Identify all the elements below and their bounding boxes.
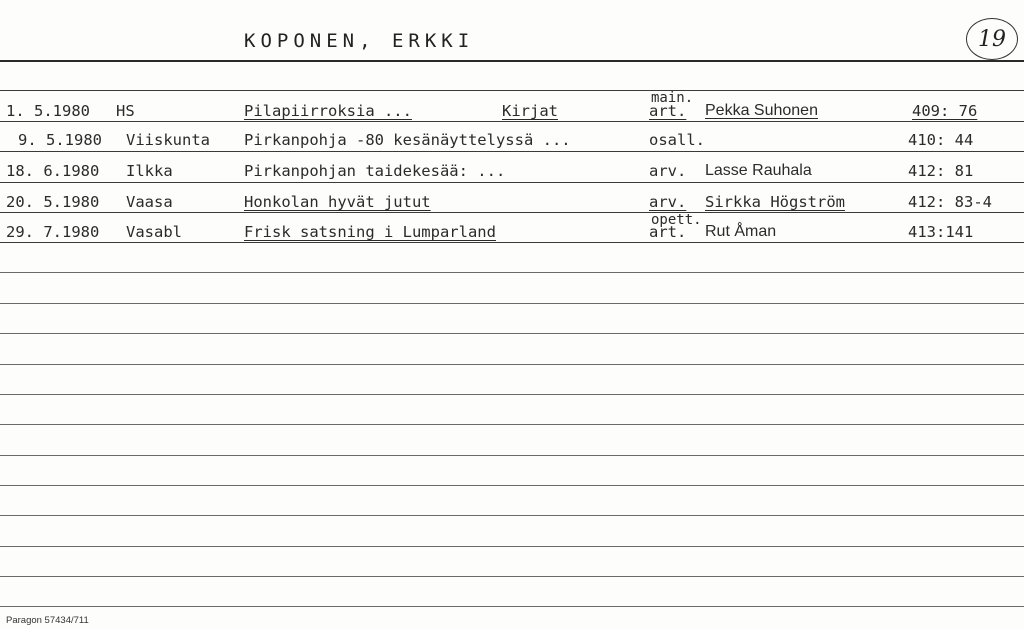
entry-row (0, 162, 1024, 190)
entry-title: Pilapiirroksia ... (244, 102, 412, 120)
ruled-line (0, 576, 1024, 577)
ruled-line (0, 515, 1024, 516)
ruled-line (0, 364, 1024, 365)
entry-title-extra: Kirjat (502, 102, 558, 120)
entry-person: Lasse Rauhala (705, 162, 812, 179)
entry-date: 1. 5.1980 (6, 102, 90, 120)
entry-person: Rut Åman (705, 223, 777, 240)
entry-row (0, 212, 1024, 251)
ruled-line (0, 606, 1024, 607)
entry-paper: Vasabl (126, 223, 182, 241)
entry-paper: Ilkka (126, 162, 173, 180)
ruled-line (0, 272, 1024, 273)
ruled-line (0, 394, 1024, 395)
entry-role: art. (649, 223, 687, 241)
entry-person: Sirkka Högström (705, 193, 845, 211)
ruled-line (0, 333, 1024, 334)
header-rule (0, 60, 1024, 62)
entry-row (0, 90, 1024, 130)
entry-ref: 409: 76 (912, 102, 978, 120)
ruled-line (0, 424, 1024, 425)
entry-role: osall. (649, 131, 705, 149)
entry-ref: 410: 44 (908, 131, 974, 149)
ruled-line (0, 90, 1024, 91)
ruled-line (0, 303, 1024, 304)
entry-ref: 413:141 (908, 223, 974, 241)
entry-date: 9. 5.1980 (18, 131, 102, 149)
entry-title: Pirkanpohja -80 kesänäyttelyssä ... (244, 131, 571, 149)
entry-row (0, 131, 1024, 159)
entry-paper: HS (116, 102, 135, 120)
entry-role: arv. (649, 193, 687, 211)
entry-paper: Vaasa (126, 193, 173, 211)
entry-ref: 412: 81 (908, 162, 974, 180)
entry-title: Honkolan hyvät jutut (244, 193, 431, 211)
entry-title: Frisk satsning i Lumparland (244, 223, 496, 241)
card-number: 19 (978, 26, 1006, 52)
entry-row (0, 193, 1024, 221)
entry-role: arv. (649, 162, 687, 180)
entry-ref: 412: 83-4 (908, 193, 992, 211)
entry-role-top: main. (651, 90, 694, 106)
entry-role-top: opett. (651, 212, 702, 228)
entry-role: art. (649, 102, 687, 120)
entry-date: 29. 7.1980 (6, 223, 100, 241)
card-footer: Paragon 57434/711 (6, 615, 89, 626)
entry-paper: Viiskunta (126, 131, 210, 149)
ruled-line (0, 485, 1024, 486)
entry-date: 20. 5.1980 (6, 193, 100, 211)
ruled-line (0, 546, 1024, 547)
ruled-line (0, 455, 1024, 456)
entry-person: Pekka Suhonen (705, 102, 818, 119)
entry-title: Pirkanpohjan taidekesää: ... (244, 162, 506, 180)
entry-date: 18. 6.1980 (6, 162, 100, 180)
card-number-circle (966, 18, 1018, 60)
card-name: KOPONEN, ERKKI (244, 30, 475, 52)
